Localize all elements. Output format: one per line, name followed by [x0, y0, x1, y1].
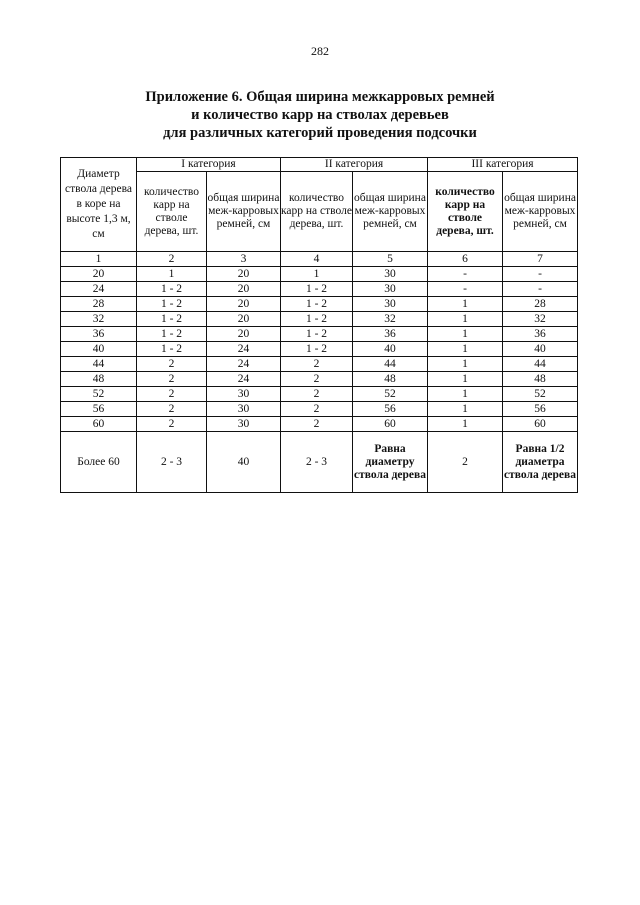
table-cell: 1 - 2	[281, 297, 353, 312]
column-number: 1	[61, 252, 137, 267]
title-line-1: Приложение 6. Общая ширина межкарровых ремней	[145, 89, 495, 105]
table-cell: 1	[428, 312, 503, 327]
table-cell: -	[503, 282, 578, 297]
header-count-cat3: количество карр на стволе дерева, шт.	[428, 172, 503, 252]
table-row	[61, 297, 578, 312]
table-cell: 2 - 3	[137, 432, 207, 493]
table-row	[61, 357, 578, 372]
table-cell: 1	[428, 372, 503, 387]
table-cell: 1	[428, 342, 503, 357]
table-cell: 44	[353, 357, 428, 372]
table-cell: 2 - 3	[281, 432, 353, 493]
table-cell: 48	[61, 372, 137, 387]
header-width-cat3: общая ширина меж-карровых ремней, см	[503, 172, 578, 252]
header-category-1: I категория	[137, 158, 281, 172]
table-cell: 30	[207, 417, 281, 432]
table-row	[61, 327, 578, 342]
table-cell: 40	[207, 432, 281, 493]
table-cell: 44	[61, 357, 137, 372]
table-cell: 1 - 2	[137, 327, 207, 342]
table-cell: 48	[503, 372, 578, 387]
table-cell: 2	[137, 402, 207, 417]
table-cell: 2	[281, 357, 353, 372]
header-diameter: Диаметр ствола дерева в коре на высоте 1,3 м, см	[61, 158, 137, 252]
table-cell: 40	[353, 342, 428, 357]
table-row	[61, 402, 578, 417]
table-cell: 20	[207, 312, 281, 327]
table-cell: 28	[61, 297, 137, 312]
header-category-2: II категория	[281, 158, 428, 172]
table-cell: 36	[503, 327, 578, 342]
table-cell: 1	[428, 387, 503, 402]
table-cell: 2	[137, 357, 207, 372]
table-cell: 24	[207, 372, 281, 387]
column-number: 2	[137, 252, 207, 267]
header-category-3: III категория	[428, 158, 578, 172]
table-cell: 20	[207, 327, 281, 342]
title-line-2: и количество карр на стволах деревьев	[191, 107, 449, 123]
table-cell: 30	[353, 297, 428, 312]
table-cell: 32	[353, 312, 428, 327]
table-cell: 44	[503, 357, 578, 372]
header-count-cat2: количество карр на стволе дерева, шт.	[281, 172, 353, 252]
table-cell: 48	[353, 372, 428, 387]
table-row	[61, 417, 578, 432]
table-cell: 1 - 2	[281, 327, 353, 342]
header-width-cat1: общая ширина меж-карровых ремней, см	[207, 172, 281, 252]
table-cell: 1	[281, 267, 353, 282]
table-cell: 2	[281, 402, 353, 417]
table-cell: 1	[428, 357, 503, 372]
table-cell: 52	[353, 387, 428, 402]
column-number: 5	[353, 252, 428, 267]
column-number: 7	[503, 252, 578, 267]
table-cell: 52	[503, 387, 578, 402]
table-cell: 36	[353, 327, 428, 342]
table-cell: Равна 1/2 диаметра ствола дерева	[503, 432, 578, 493]
table-cell: 24	[207, 342, 281, 357]
table-cell: 40	[503, 342, 578, 357]
table-cell: Равна диаметру ствола дерева	[353, 432, 428, 493]
table-cell: 60	[503, 417, 578, 432]
table-cell: 1 - 2	[137, 282, 207, 297]
column-number: 6	[428, 252, 503, 267]
table-cell: 20	[207, 297, 281, 312]
table-cell: 1 - 2	[281, 312, 353, 327]
table-cell: 52	[61, 387, 137, 402]
table-cell: 30	[207, 402, 281, 417]
table-row	[61, 342, 578, 357]
header-count-cat1: количество карр на стволе дерева, шт.	[137, 172, 207, 252]
table-cell: 1 - 2	[281, 282, 353, 297]
table-cell: 24	[207, 357, 281, 372]
table-cell: 56	[353, 402, 428, 417]
table-row	[61, 387, 578, 402]
table-cell: -	[503, 267, 578, 282]
page-number: 282	[311, 44, 329, 58]
table-cell: 20	[61, 267, 137, 282]
table-cell: -	[428, 282, 503, 297]
column-number: 3	[207, 252, 281, 267]
table-cell: 60	[61, 417, 137, 432]
table-cell: 1	[428, 297, 503, 312]
table-cell: 2	[428, 432, 503, 493]
table-row	[61, 282, 578, 297]
table-cell: 1	[428, 327, 503, 342]
data-table	[60, 157, 578, 493]
table-cell: 2	[281, 417, 353, 432]
table-cell: 30	[353, 267, 428, 282]
table-cell: 36	[61, 327, 137, 342]
title-line-3: для различных категорий проведения подсочки	[163, 125, 477, 141]
table-cell: 40	[61, 342, 137, 357]
table-cell: 32	[61, 312, 137, 327]
page-title	[60, 88, 580, 142]
table-cell: 2	[137, 387, 207, 402]
table-cell: 60	[353, 417, 428, 432]
table-row-more-than-60	[61, 432, 578, 493]
table-cell: 2	[137, 372, 207, 387]
table-cell: 2	[281, 372, 353, 387]
table-cell: 1 - 2	[137, 312, 207, 327]
table-cell: 30	[207, 387, 281, 402]
table-cell: 56	[503, 402, 578, 417]
table-cell: 56	[61, 402, 137, 417]
column-number-row	[61, 252, 578, 267]
table-cell: 1 - 2	[137, 297, 207, 312]
table-row	[61, 372, 578, 387]
table-cell: 2	[281, 387, 353, 402]
column-number: 4	[281, 252, 353, 267]
table-row	[61, 267, 578, 282]
table-cell: 1	[428, 417, 503, 432]
table-cell: Более 60	[61, 432, 137, 493]
table-row	[61, 312, 578, 327]
table-cell: 20	[207, 267, 281, 282]
table-cell: 30	[353, 282, 428, 297]
table-cell: 24	[61, 282, 137, 297]
table-cell: 2	[137, 417, 207, 432]
table-cell: -	[428, 267, 503, 282]
table-cell: 20	[207, 282, 281, 297]
table-cell: 1	[428, 402, 503, 417]
table-cell: 1	[137, 267, 207, 282]
table-cell: 1 - 2	[281, 342, 353, 357]
header-width-cat2: общая ширина меж-карровых ремней, см	[353, 172, 428, 252]
table-cell: 28	[503, 297, 578, 312]
table-cell: 32	[503, 312, 578, 327]
table-cell: 1 - 2	[137, 342, 207, 357]
